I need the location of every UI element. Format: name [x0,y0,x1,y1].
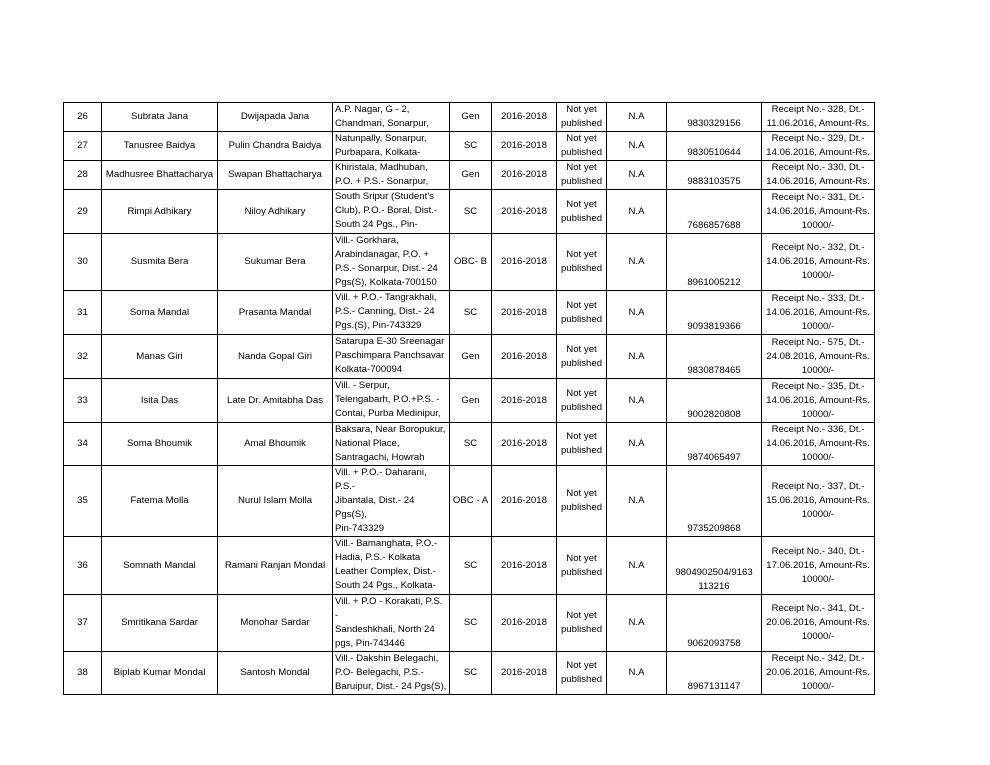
status-cell-line: Not yet [566,133,597,144]
address-cell-line: Vill. - Serpur, [335,380,390,391]
table-row [64,190,875,234]
session-cell: 2016-2018 [492,379,557,423]
table-row [64,234,875,291]
receipt-cell-line: Receipt No.- 333, Dt.- [771,292,865,304]
phone-cell-line: 9830878465 [687,365,741,376]
name-cell: Rimpi Adhikary [102,190,218,234]
name-cell: Biplab Kumar Mondal [102,652,218,695]
receipt-cell [762,335,875,379]
phone-cell [667,291,762,335]
receipt-cell-line: 14.06.2016, Amount-Rs. [766,438,870,449]
address-cell-line: P.S.- Sonarpur, Dist.- 24 [335,263,438,274]
phone-cell-line: 8967131147 [687,681,741,692]
receipt-cell-line: 10000/- [801,509,835,520]
address-cell [333,379,450,423]
phone-cell-line: 8961005212 [687,277,741,288]
remark-cell: N.A [607,652,667,695]
status-cell-line: Not yet [566,198,597,210]
receipt-cell-line: Receipt No.- 342, Dt.- [771,653,865,664]
address-cell [333,652,450,695]
table-row [64,291,875,335]
address-cell-line: Pgs.(S), Pin-743329 [335,320,422,331]
receipt-cell-line: 10000/- [801,681,835,692]
address-cell [333,103,450,132]
phone-cell-line: 9062093758 [687,638,741,649]
status-cell [557,335,607,379]
remark-cell: N.A [607,379,667,423]
name-cell: Smritikana Sardar [102,595,218,652]
name-cell: Madhusree Bhattacharya [102,161,218,190]
receipt-cell-line: 10000/- [801,573,835,585]
receipt-cell-line: Receipt No.- 328, Dt.- [771,104,865,115]
receipt-cell-line: Receipt No.- 335, Dt.- [771,380,865,392]
receipt-cell-line: 10000/- [801,320,835,332]
address-cell-line: Sandeshkhali, North 24 [335,624,435,635]
status-cell [557,161,607,190]
receipt-cell-line: 24.08.2016, Amount-Rs. [766,350,870,362]
phone-cell-line: 9874065497 [687,452,741,463]
name-cell: Manas Giri [102,335,218,379]
guardian-cell: Sukumar Bera [218,234,333,291]
address-cell [333,234,450,291]
receipt-cell-line: 14.06.2016, Amount-Rs. [766,394,870,406]
receipt-cell [762,161,875,190]
address-cell-line: Khiristala, Madhuban, [335,162,428,173]
name-cell: Subrata Jana [102,103,218,132]
remark-cell: N.A [607,103,667,132]
address-cell-line: P.O- Belegachi, P.S.- [335,667,424,678]
name-cell: Somnath Mandal [102,537,218,595]
guardian-cell: Late Dr. Amitabha Das [218,379,333,423]
session-cell: 2016-2018 [492,103,557,132]
name-cell: Soma Mandal [102,291,218,335]
status-cell-line: published [560,263,603,274]
table-row [64,335,875,379]
session-cell: 2016-2018 [492,595,557,652]
address-cell-line: Pin-743329 [335,523,385,534]
category-cell: SC [450,423,492,466]
address-cell-line: Vill.- Gorkhara, [335,235,399,246]
status-cell-line: Not yet [566,104,597,115]
serial-cell: 33 [64,379,102,423]
receipt-cell-line: Receipt No.- 340, Dt.- [771,545,865,557]
serial-cell: 32 [64,335,102,379]
serial-cell: 35 [64,466,102,537]
status-cell-line: Not yet [566,660,597,671]
receipt-cell-line: 10000/- [801,631,835,642]
phone-cell-line: 113216 [698,581,730,592]
status-cell [557,103,607,132]
address-cell-line: P.S.- Canning, Dist.- 24 [335,306,435,317]
address-cell [333,595,450,652]
status-cell [557,291,607,335]
receipt-cell [762,132,875,161]
category-cell: SC [450,537,492,595]
receipt-cell-line: Receipt No.- 331, Dt.- [771,191,865,203]
receipt-cell [762,291,875,335]
address-cell-line: Baksara, Near Boropukur, [335,424,446,435]
guardian-cell: Nanda Gopal Giri [218,335,333,379]
remark-cell: N.A [607,291,667,335]
status-cell-line: published [560,212,603,224]
address-cell-line: National Place, [335,438,400,449]
receipt-cell [762,423,875,466]
address-cell-line: South Sripur (Student's [335,191,434,202]
name-cell: Soma Bhoumik [102,423,218,466]
phone-cell-line: 9830329156 [687,118,741,129]
table-row [64,103,875,132]
status-cell-line: Not yet [566,488,597,499]
address-cell-line: South 24 Pgs., Kolkata- [335,580,436,591]
address-cell [333,466,450,537]
phone-cell [667,132,762,161]
phone-cell [667,103,762,132]
address-cell-line: P.O. + P.S.- Sonarpur, [335,176,429,187]
address-cell-line: Hadia, P.S.- Kolkata [335,552,421,563]
table-row [64,595,875,652]
category-cell: SC [450,291,492,335]
status-cell-line: published [560,674,603,685]
status-cell-line: Not yet [566,387,597,399]
serial-cell: 29 [64,190,102,234]
status-cell [557,423,607,466]
address-cell-line: pgs, Pin-743446 [335,638,405,649]
table-row [64,161,875,190]
table-row [64,537,875,595]
status-cell-line: Not yet [566,610,597,621]
receipt-cell [762,190,875,234]
address-cell [333,335,450,379]
status-cell-line: Not yet [566,431,597,442]
status-cell [557,537,607,595]
phone-cell-line: 9830510644 [687,147,741,158]
table-row [64,423,875,466]
guardian-cell: Pulin Chandra Baidya [218,132,333,161]
phone-cell [667,537,762,595]
category-cell: SC [450,190,492,234]
category-cell: SC [450,652,492,695]
receipt-cell-line: 10000/- [801,452,835,463]
table-row [64,652,875,695]
address-cell [333,132,450,161]
serial-cell: 37 [64,595,102,652]
status-cell-line: Not yet [566,343,597,355]
phone-cell [667,335,762,379]
serial-cell: 34 [64,423,102,466]
status-cell [557,190,607,234]
serial-cell: 26 [64,103,102,132]
serial-cell: 31 [64,291,102,335]
guardian-cell: Dwijapada Jana [218,103,333,132]
status-cell-line: published [560,357,603,369]
guardian-cell: Swapan Bhattacharya [218,161,333,190]
name-cell: Susmita Bera [102,234,218,291]
phone-cell [667,652,762,695]
receipt-cell [762,234,875,291]
address-cell-line: Purbapara, Kolkata- [335,147,421,158]
serial-cell: 36 [64,537,102,595]
address-cell-line: Vill.- Bamanghata, P.O.- [335,538,438,549]
receipt-cell-line: 10000/- [801,364,835,376]
address-cell-line: Vill. + P.O.- Tangrakhali, [335,292,437,303]
remark-cell: N.A [607,537,667,595]
receipt-cell-line: 10000/- [801,408,835,420]
receipt-cell [762,537,875,595]
phone-cell-line: 9093819366 [687,321,741,332]
receipt-cell-line: 11.06.2016, Amount-Rs. [766,118,870,129]
address-cell-line: Leather Complex, Dist.- [335,566,436,577]
category-cell: OBC- B [450,234,492,291]
address-cell-line: Satarupa E-30 Sreenagar [335,336,445,347]
address-cell-line: Chandmari, Sonarpur, [335,118,429,129]
address-cell-line: Contai, Purba Medinipur, [335,408,441,419]
table-row [64,466,875,537]
session-cell: 2016-2018 [492,335,557,379]
address-cell-line: Vill. + P.O.- Daharani, P.S.- [335,467,427,492]
table-row [64,132,875,161]
address-cell-line: Paschimpara Panchsavar [335,350,445,361]
category-cell: SC [450,595,492,652]
session-cell: 2016-2018 [492,234,557,291]
receipt-cell [762,379,875,423]
phone-cell-line: 9002820808 [687,409,741,420]
receipt-cell-line: Receipt No.- 332, Dt.- [771,242,865,253]
serial-cell: 30 [64,234,102,291]
address-cell-line: Jibantala, Dist.- 24 Pgs(S), [335,495,415,520]
status-cell-line: published [560,313,603,325]
address-cell-line: A.P. Nagar, G - 2, [335,104,410,115]
receipt-cell [762,595,875,652]
guardian-cell: Amal Bhoumik [218,423,333,466]
status-cell-line: Not yet [566,299,597,311]
guardian-cell: Prasanta Mandal [218,291,333,335]
phone-cell [667,190,762,234]
remark-cell: N.A [607,595,667,652]
address-cell-line: Club), P.O.- Boral, Dist.- [335,205,438,216]
status-cell [557,595,607,652]
address-cell-line: Pgs(S), Kolkata-700150 [335,277,437,288]
category-cell: Gen [450,161,492,190]
phone-cell-line: 7686857688 [687,220,741,231]
receipt-cell-line: Receipt No.- 337, Dt.- [771,481,865,492]
status-cell [557,379,607,423]
receipt-cell-line: Receipt No.- 336, Dt.- [771,424,865,435]
serial-cell: 38 [64,652,102,695]
table-row [64,379,875,423]
session-cell: 2016-2018 [492,161,557,190]
name-cell: Isita Das [102,379,218,423]
address-cell-line: Telengabarh, P.O.+P.S. - [335,394,440,405]
phone-cell [667,423,762,466]
receipt-cell-line: 14.06.2016, Amount-Rs. [766,306,870,318]
serial-cell: 27 [64,132,102,161]
status-cell-line: published [560,624,603,635]
guardian-cell: Ramani Ranjan Mondal [218,537,333,595]
receipt-cell-line: 14.06.2016, Amount-Rs. [766,256,870,267]
category-cell: Gen [450,379,492,423]
remark-cell: N.A [607,466,667,537]
address-cell-line: Arabindanagar, P.O. + [335,249,429,260]
receipt-cell-line: 10000/- [801,219,835,231]
address-cell [333,537,450,595]
remark-cell: N.A [607,234,667,291]
records-table [63,102,875,695]
session-cell: 2016-2018 [492,652,557,695]
address-cell-line: Natunpally, Sonarpur, [335,133,427,144]
session-cell: 2016-2018 [492,423,557,466]
address-cell-line: Santragachi, Howrah [335,452,425,463]
remark-cell: N.A [607,161,667,190]
receipt-cell-line: 14.06.2016, Amount-Rs. [766,205,870,217]
receipt-cell-line: 14.06.2016, Amount-Rs. [766,147,870,158]
guardian-cell: Nurul Islam Molla [218,466,333,537]
status-cell-line: published [560,401,603,413]
session-cell: 2016-2018 [492,466,557,537]
phone-cell-line: 9804902504/9163 [675,567,753,578]
name-cell: Tanusree Baidya [102,132,218,161]
receipt-cell-line: Receipt No.- 575, Dt.- [771,336,865,348]
phone-cell-line: 9735209868 [687,523,741,534]
remark-cell: N.A [607,423,667,466]
category-cell: Gen [450,103,492,132]
phone-cell [667,466,762,537]
remark-cell: N.A [607,132,667,161]
phone-cell [667,379,762,423]
guardian-cell: Santosh Mondal [218,652,333,695]
receipt-cell-line: 15.06.2016, Amount-Rs. [766,495,870,506]
serial-cell: 28 [64,161,102,190]
session-cell: 2016-2018 [492,132,557,161]
status-cell [557,234,607,291]
category-cell: SC [450,132,492,161]
receipt-cell-line: 17.06.2016, Amount-Rs. [766,559,870,571]
address-cell [333,161,450,190]
receipt-cell [762,652,875,695]
phone-cell-line: 9883103575 [687,176,741,187]
receipt-cell-line: Receipt No.- 341, Dt.- [771,603,865,614]
phone-cell [667,161,762,190]
session-cell: 2016-2018 [492,291,557,335]
remark-cell: N.A [607,190,667,234]
address-cell-line: Kolkata-700094 [335,364,403,375]
status-cell-line: published [560,445,603,456]
address-cell-line: South 24 Pgs., Pin- [335,219,418,230]
status-cell [557,652,607,695]
address-cell-line: Vill. + P.O - Korakati, P.S. - [335,596,443,621]
category-cell: OBC - A [450,466,492,537]
receipt-cell-line: 20.06.2016, Amount-Rs. [766,617,870,628]
status-cell-line: Not yet [566,249,597,260]
table-body [64,103,875,695]
receipt-cell-line: 14.06.2016, Amount-Rs. [766,176,870,187]
phone-cell [667,595,762,652]
guardian-cell: Niloy Adhikary [218,190,333,234]
address-cell-line: Baruipur, Dist.- 24 Pgs(S), [335,681,447,692]
status-cell-line: published [560,566,603,578]
receipt-cell [762,103,875,132]
status-cell-line: Not yet [566,552,597,564]
address-cell [333,423,450,466]
receipt-cell [762,466,875,537]
status-cell [557,466,607,537]
session-cell: 2016-2018 [492,537,557,595]
status-cell-line: published [560,176,603,187]
status-cell-line: published [560,502,603,513]
session-cell: 2016-2018 [492,190,557,234]
remark-cell: N.A [607,335,667,379]
receipt-cell-line: Receipt No.- 330, Dt.- [771,162,865,173]
address-cell [333,291,450,335]
receipt-cell-line: 20.06.2016, Amount-Rs. [766,667,870,678]
status-cell-line: Not yet [566,162,597,173]
guardian-cell: Monohar Sardar [218,595,333,652]
name-cell: Fatema Molla [102,466,218,537]
status-cell-line: published [560,118,603,129]
phone-cell [667,234,762,291]
status-cell [557,132,607,161]
receipt-cell-line: Receipt No.- 329, Dt.- [771,133,865,144]
status-cell-line: published [560,147,603,158]
receipt-cell-line: 10000/- [801,270,835,281]
address-cell-line: Vill.- Dakshin Belegachi, [335,653,439,664]
category-cell: Gen [450,335,492,379]
address-cell [333,190,450,234]
